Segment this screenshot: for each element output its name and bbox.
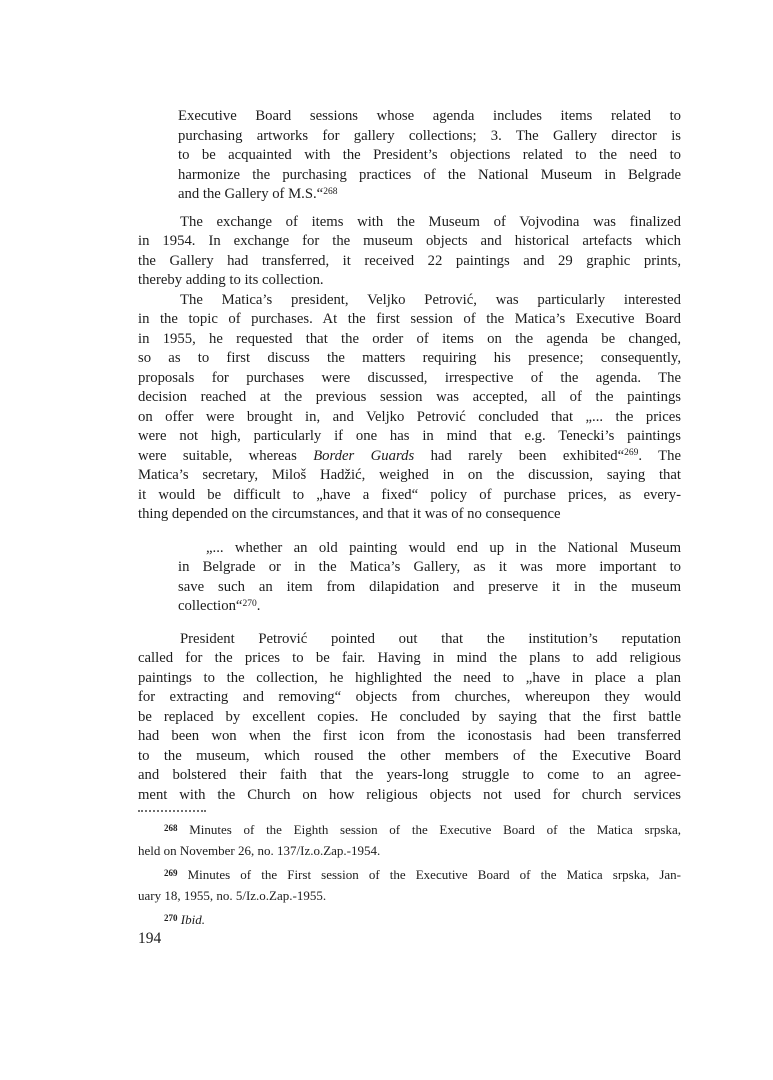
text-run: proposals for purchases were discussed, irrespective of the agenda. The	[138, 369, 681, 386]
text-line	[138, 271, 681, 291]
text-run: collection“	[178, 598, 243, 614]
text-run: be replaced by excellent copies. He concluded by saying that the first battle	[138, 708, 681, 725]
text-run: ment with the Church on how religious objects not used for church services	[138, 786, 681, 803]
text-line	[178, 597, 681, 617]
text-run: for extracting and removing“ objects from churches, whereupon they would	[138, 689, 681, 705]
text-line	[178, 146, 681, 166]
footnote-reference: 268	[164, 822, 178, 833]
text-line	[138, 747, 681, 767]
text-line	[138, 330, 681, 350]
text-run: on offer were brought in, and Veljko Petrović concluded that „... the prices	[138, 408, 681, 425]
text-line	[178, 558, 681, 578]
text-run: it would be difficult to „have a fixed“ policy of purchase prices, as every-	[138, 486, 681, 503]
text-run: called for the prices to be fair. Having in mind the plans to add religious	[138, 650, 681, 666]
text-line	[138, 252, 681, 272]
text-run: in the topic of purchases. At the first session of the Matica’s Executive Board	[138, 311, 681, 327]
text-line	[138, 649, 681, 669]
para-purchases	[138, 291, 681, 525]
text-run: to the museum, which roused the other members of the Executive Board	[138, 747, 681, 764]
text-run: held on November 26, no. 137/Iz.o.Zap.-1954.	[138, 843, 381, 858]
text-run: in 1954. In exchange for the museum objects and historical artefacts which	[138, 233, 681, 249]
text-run: the Gallery had transferred, it received 22 paintings and 29 graphic prints,	[138, 252, 681, 269]
page-number: 194	[138, 930, 162, 947]
text-line	[138, 909, 681, 930]
text-line	[178, 127, 681, 147]
text-run: and the Gallery of M.S.“	[178, 186, 324, 202]
text-line	[138, 232, 681, 252]
text-line	[138, 885, 681, 906]
footnote-area	[138, 810, 681, 933]
text-run: thing depended on the circumstances, and that it was of no consequence	[138, 506, 561, 522]
text-line	[138, 505, 681, 525]
text-run: so as to first discuss the matters requiring his presence; consequently,	[138, 350, 681, 366]
quote-270	[178, 539, 681, 617]
footnotes	[138, 819, 681, 930]
text-run: thereby adding to its collection.	[138, 272, 324, 288]
text-run: President Petrović pointed out that the institution’s reputation	[180, 630, 681, 647]
footnote-reference: 269	[164, 867, 178, 878]
text-run: in Belgrade or in the Matica’s Gallery, as it was more important to	[178, 559, 681, 575]
text-line	[138, 864, 681, 885]
text-run: Executive Board sessions whose agenda includes items related to	[178, 108, 681, 124]
text-run: save such an item from dilapidation and preserve it in the museum	[178, 578, 681, 595]
text-run: Minutes of the First session of the Executive Board of the Matica srpska, Jan-	[177, 867, 681, 882]
text-line	[138, 427, 681, 447]
text-run: Matica’s secretary, Miloš Hadžić, weighed in on the discussion, saying that	[138, 467, 681, 483]
text-run: . The	[638, 447, 681, 464]
footnote-reference: 270	[242, 598, 257, 609]
text-run: to be acquainted with the President’s objections related to the need to	[178, 147, 681, 163]
footnote-reference: 269	[624, 448, 639, 458]
text-line	[178, 185, 681, 205]
text-run: purchasing artworks for gallery collections; 3. The Gallery director is	[178, 127, 681, 144]
text-run: had rarely been exhibited“	[414, 447, 625, 464]
text-block	[138, 107, 681, 805]
text-line	[138, 369, 681, 389]
text-line	[178, 539, 681, 559]
text-run: Ibid.	[180, 912, 205, 927]
text-line	[138, 447, 681, 467]
text-run: were suitable, whereas	[138, 447, 314, 464]
footnote-270	[138, 909, 681, 930]
para-president	[138, 630, 681, 806]
text-run: The Matica’s president, Veljko Petrović, was particularly interested	[180, 291, 681, 308]
text-line	[138, 291, 681, 311]
text-line	[138, 688, 681, 708]
text-run: had been won when the first icon from the iconostasis had been transferred	[138, 728, 681, 744]
text-run: Minutes of the Eighth session of the Executive Board of the Matica srpska,	[177, 822, 681, 837]
quote-268	[178, 107, 681, 205]
text-line	[138, 840, 681, 861]
text-run: in 1955, he requested that the order of items on the agenda be changed,	[138, 330, 681, 347]
text-line	[138, 669, 681, 689]
text-line	[138, 349, 681, 369]
text-line	[138, 408, 681, 428]
text-line	[138, 213, 681, 233]
text-line	[178, 107, 681, 127]
text-line	[138, 630, 681, 650]
text-line	[178, 166, 681, 186]
text-run: uary 18, 1955, no. 5/Iz.o.Zap.-1955.	[138, 888, 327, 903]
text-run: The exchange of items with the Museum of Vojvodina was finalized	[180, 213, 681, 230]
footnote-268	[138, 819, 681, 861]
text-line	[138, 786, 681, 806]
footnote-reference: 270	[164, 912, 178, 923]
text-line	[138, 727, 681, 747]
text-run: decision reached at the previous session was accepted, all of the paintings	[138, 389, 681, 405]
text-line	[138, 766, 681, 786]
text-line	[178, 578, 681, 598]
text-run: and bolstered their faith that the years-long struggle to come to an agree-	[138, 767, 681, 783]
footnote-269	[138, 864, 681, 906]
text-line	[138, 708, 681, 728]
text-run: were not high, particularly if one has in mind that e.g. Tenecki’s paintings	[138, 428, 681, 444]
text-run: paintings to the collection, he highlighted the need to „have in place a plan	[138, 669, 681, 686]
para-exchange	[138, 213, 681, 291]
text-run: .	[256, 598, 261, 614]
text-run: „... whether an old painting would end up in the National Museum	[206, 539, 681, 556]
text-line	[138, 310, 681, 330]
footnote-separator	[138, 810, 206, 812]
footnote-reference: 268	[323, 186, 338, 197]
text-line	[138, 466, 681, 486]
text-line	[138, 486, 681, 506]
text-run: Border Guards	[313, 447, 415, 464]
text-line	[138, 819, 681, 840]
text-run: harmonize the purchasing practices of the National Museum in Belgrade	[178, 166, 681, 183]
text-line	[138, 388, 681, 408]
